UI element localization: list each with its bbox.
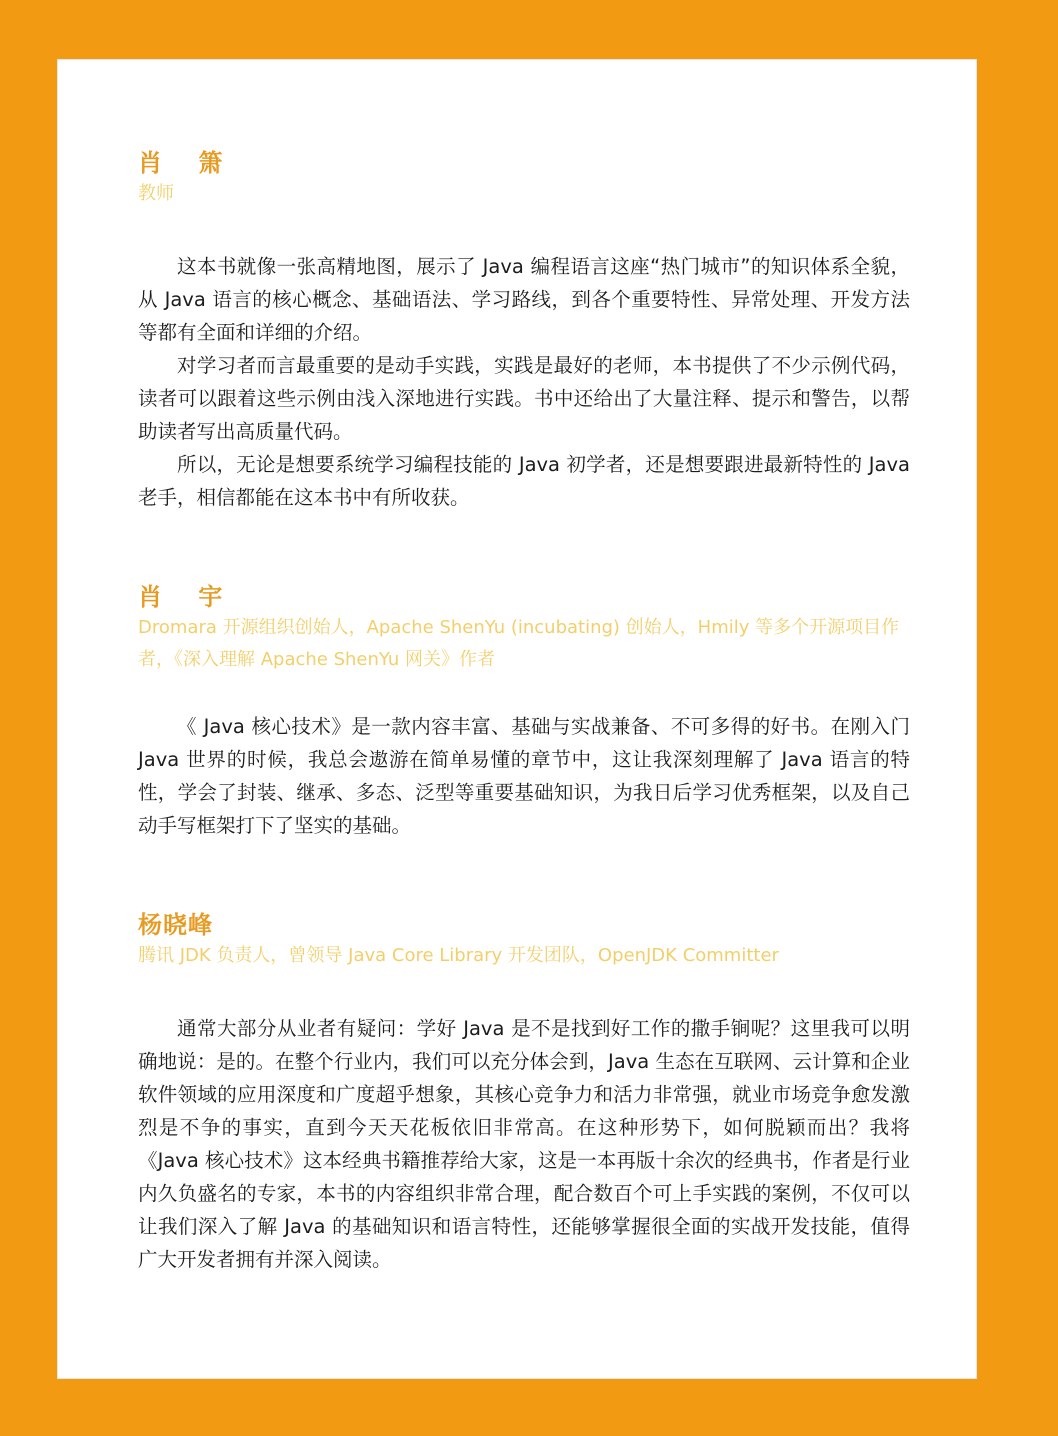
review-paragraph: 所以，无论是想要系统学习编程技能的 Java 初学者，还是想要跟进最新特性的 Java 老手，相信都能在这本书中有所收获。 xyxy=(138,453,910,509)
reviewer-title: 教师 xyxy=(138,183,174,204)
review-paragraph: 对学习者而言最重要的是动手实践，实践是最好的老师，本书提供了不少示例代码，读者可以跟着这些示例由浅入深地进行实践。书中还给出了大量注释、提示和警告，以帮助读者写出高质量代码。 xyxy=(138,354,910,443)
reviewer-title: 腾讯 JDK 负责人，曾领导 Java Core Library 开发团队，OpenJDK Committer xyxy=(138,945,779,966)
reviewer-title: Dromara 开源组织创始人，Apache ShenYu (incubating) 创始人，Hmily 等多个开源项目作者，《深入理解 Apache ShenYu 网关》作者 xyxy=(138,617,900,670)
review-section-1 xyxy=(138,148,910,514)
reviewer-name: 杨晓峰 xyxy=(138,911,213,939)
review-paragraph: 通常大部分从业者有疑问：学好 Java 是不是找到好工作的撒手锏呢？这里我可以明确地说：是的。在整个行业内，我们可以充分体会到，Java 生态在互联网、云计算和企业软件领域的应用深度和广度超乎想象，其核心竞争力和活力非常强，就业市场竞争愈发激烈是不争的事实，直到今天天花板依旧非常高。在这种形势下，如何脱颖而出？我将《Java 核心技术》这本经典书籍推荐给大家，这是一本再版十余次的经典书，作者是行业内久负盛名的专家，本书的内容组织非常合理，配合数百个可上手实践的案例，不仅可以让我们深入了解 Java 的基础知识和语言特性，还能够掌握很全面的实战开发技能，值得广大开发者拥有并深入阅读。 xyxy=(138,1017,910,1271)
review-section-2 xyxy=(138,582,910,842)
page xyxy=(58,60,976,1378)
reviewer-name: 肖 箫 xyxy=(138,149,237,177)
review-text xyxy=(138,1012,910,1276)
reviewer-name: 肖 宇 xyxy=(138,583,237,611)
review-text xyxy=(138,250,910,514)
review-text xyxy=(138,710,910,842)
review-paragraph: 《 Java 核心技术》是一款内容丰富、基础与实战兼备、不可多得的好书。在刚入门 Java 世界的时候，我总会遨游在简单易懂的章节中，这让我深刻理解了 Java 语言的特性，学会了封装、继承、多态、泛型等重要基础知识，为我日后学习优秀框架，以及自己动手写框架打下了坚实的基础。 xyxy=(138,715,910,837)
review-section-3 xyxy=(138,910,910,1276)
review-paragraph: 这本书就像一张高精地图，展示了 Java 编程语言这座“热门城市”的知识体系全貌，从 Java 语言的核心概念、基础语法、学习路线，到各个重要特性、异常处理、开发方法等都有全面和详细的介绍。 xyxy=(138,255,910,344)
